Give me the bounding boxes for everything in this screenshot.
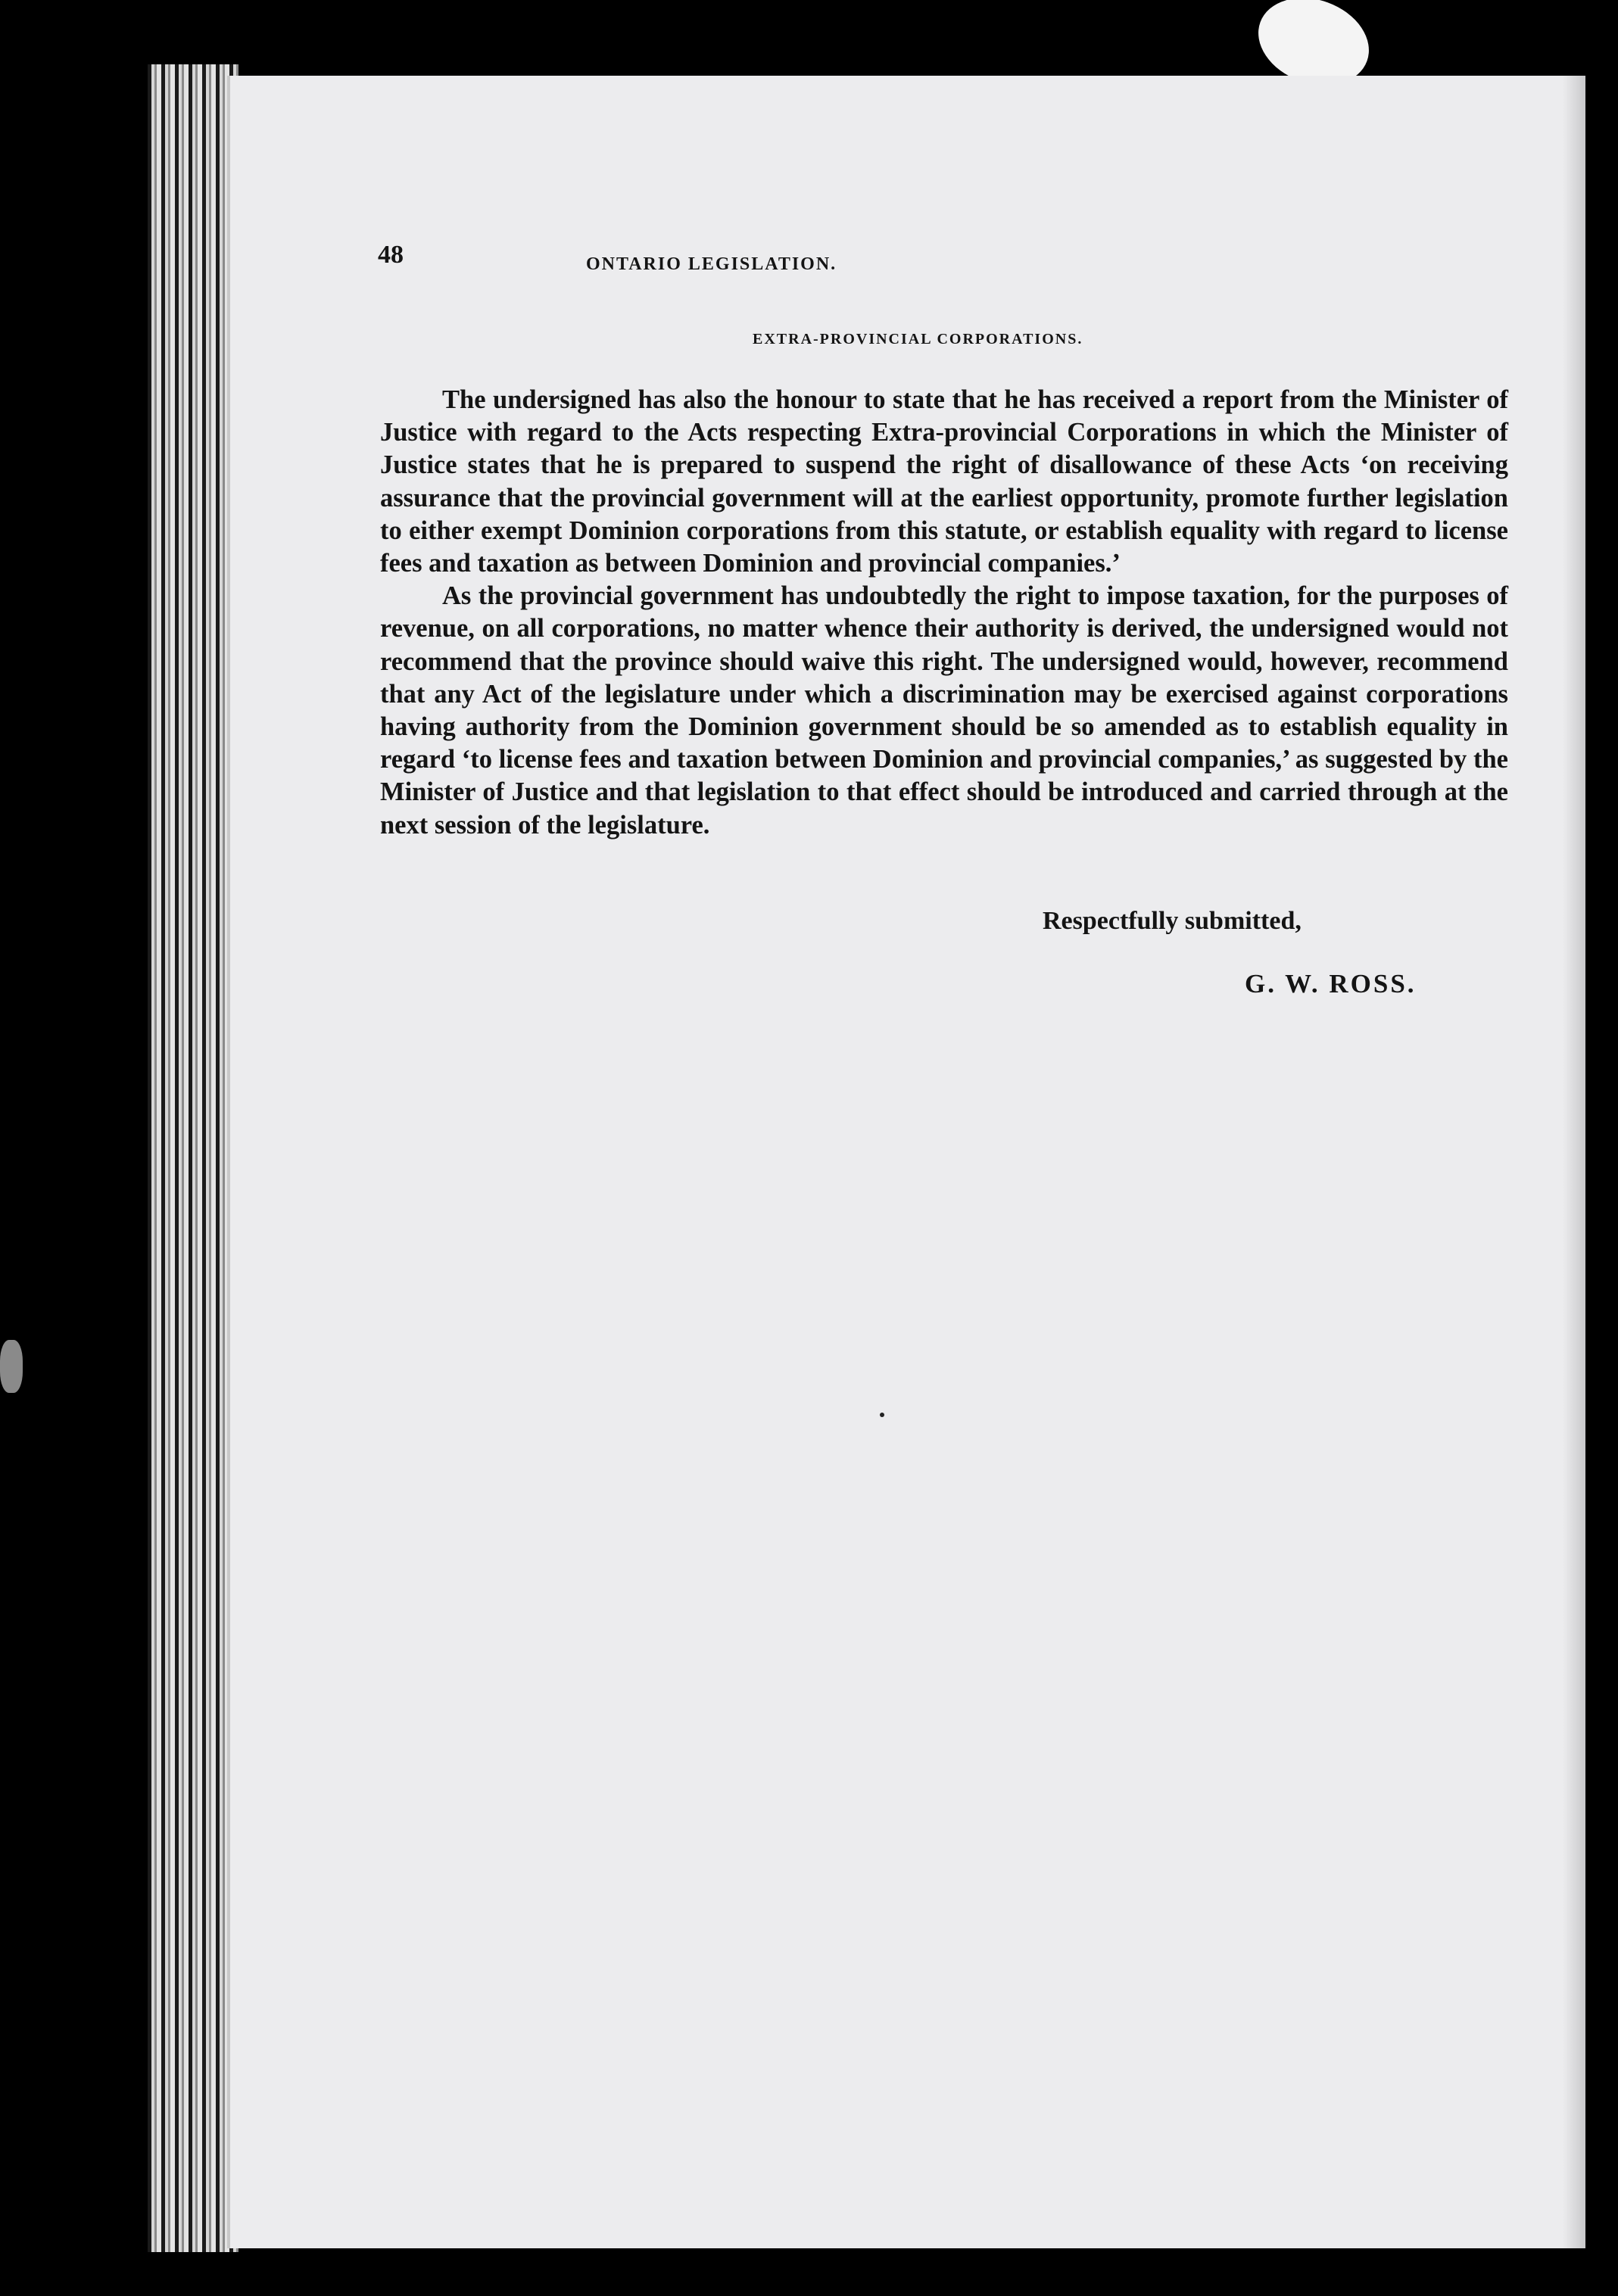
page-number: 48	[378, 241, 404, 269]
paragraph: The undersigned has also the honour to state that he has received a report from the Minister of Justice with regard to the Acts respecting Extra-provincial Corporations in which the Minister of Justice states that he is prepared to suspend the right of disallowance of these Acts ‘on receiving assurance that the provincial government will at the earliest opportunity, promote further legislation to either exempt Dominion corporations from this statute, or establish equality with regard to license fees and taxation as between Dominion and provincial companies.’	[380, 385, 1508, 578]
closing-line: Respectfully submitted,	[1043, 907, 1302, 935]
page-speck	[880, 1413, 884, 1417]
document-page	[227, 76, 1585, 2248]
signature: G. W. ROSS.	[1245, 969, 1417, 998]
body-text	[380, 384, 1508, 842]
book-spine-edges	[148, 64, 238, 2252]
page-edge-shadow	[1563, 76, 1585, 2248]
film-artifact-fleck	[0, 1340, 23, 1393]
paragraph: As the provincial government has undoubtedly the right to impose taxation, for the purposes of revenue, on all corporations, no matter whence their authority is derived, the undersigned would not recommend that the province should waive this right. The undersigned would, however, recommend that any Act of the legislature under which a discrimination may be exercised against corporations having authority from the Dominion government should be so amended as to establish equality in regard ‘to license fees and taxation between Dominion and provincial companies,’ as suggested by the Minister of Justice and that legislation to that effect should be introduced and carried through at the next session of the legislature.	[380, 581, 1508, 840]
section-heading: EXTRA-PROVINCIAL CORPORATIONS.	[753, 331, 1083, 347]
running-head: ONTARIO LEGISLATION.	[586, 254, 837, 274]
